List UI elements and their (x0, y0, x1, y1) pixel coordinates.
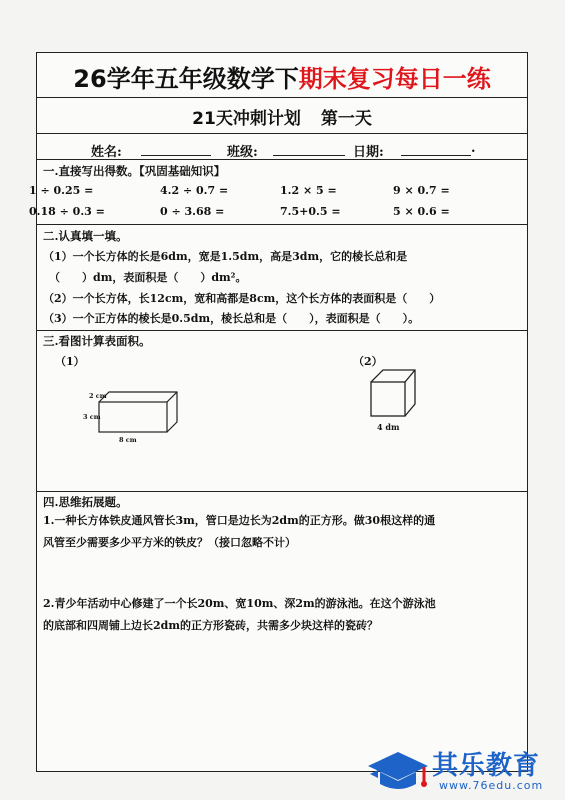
fill-question-3: （3）一个正方体的棱长是0.5dm，棱长总和是（ ），表面积是（ ）。 (43, 312, 420, 325)
word-problem-2-line2: 的底部和四周铺上边长2dm的正方形瓷砖，共需多少块这样的瓷砖？ (43, 619, 378, 632)
calc-item: 1.2 × 5 = (280, 184, 337, 197)
figure1-label: （1） (55, 355, 85, 368)
worksheet (29, 52, 528, 772)
calc-item: 7.5+0.5 = (280, 205, 341, 218)
fill-question-2: （2）一个长方体，长12cm，宽和高都是8cm，这个长方体的表面积是（ ） (43, 292, 441, 305)
name-label: 姓名: (91, 145, 122, 160)
subtitle-day: 第一天 (320, 109, 372, 129)
cuboid-height-label: 3 cm (83, 413, 101, 421)
subtitle-plan: 21天冲刺计划 (192, 109, 301, 129)
title-black: 26学年五年级数学下 (73, 65, 299, 93)
fill-question-1: （1）一个长方体的长是6dm，宽是1.5dm，高是3dm，它的棱长总和是 (43, 250, 408, 263)
word-problem-1 (43, 510, 521, 554)
calc-item: 9 × 0.7 = (393, 184, 450, 197)
page-title (37, 59, 527, 94)
watermark-brand: 其乐教育 (432, 751, 541, 781)
date-label: 日期: (353, 145, 384, 160)
date-dot: . (471, 141, 476, 156)
calc-item: 4.2 ÷ 0.7 = (160, 184, 229, 197)
calc-item: 5 × 0.6 = (393, 205, 450, 218)
title-red: 期末复习每日一练 (298, 65, 491, 93)
divider (37, 224, 527, 225)
cuboid-figure (97, 388, 187, 450)
cube-figure (369, 368, 419, 420)
divider (37, 97, 527, 98)
word-problem-1-line1: 1.一种长方体铁皮通风管长3m，管口是边长为2dm的正方形。做30根这样的通 (43, 514, 436, 527)
page-subtitle (37, 104, 527, 129)
class-field[interactable] (273, 141, 345, 156)
section3-title: 三.看图计算表面积。 (43, 334, 151, 348)
calc-item: 0 ÷ 3.68 = (160, 205, 225, 218)
name-field[interactable] (141, 141, 211, 156)
fill-question-1-cont: （ ）dm，表面积是（ ）dm²。 (49, 271, 247, 284)
word-problem-2 (43, 593, 521, 637)
cuboid-length-label: 8 cm (119, 436, 137, 444)
calc-item: 1 ÷ 0.25 = (29, 184, 94, 197)
figure2-label: （2） (353, 355, 383, 368)
cube-edge-label: 4 dm (377, 422, 400, 432)
divider (37, 159, 527, 160)
section2-title: 二.认真填一填。 (43, 229, 128, 243)
graduation-cap-icon (362, 744, 432, 794)
cuboid-width-label: 2 cm (89, 392, 107, 400)
divider (37, 330, 527, 331)
class-label: 班级: (227, 145, 258, 160)
divider (37, 491, 527, 492)
word-problem-1-line2: 风管至少需要多少平方米的铁皮？（接口忽略不计） (43, 536, 296, 549)
section4-title: 四.思维拓展题。 (43, 495, 128, 509)
watermark-url: www.76edu.com (439, 779, 544, 792)
date-field[interactable] (401, 141, 471, 156)
section1-title: 一.直接写出得数。【巩固基础知识】 (43, 164, 226, 178)
divider (37, 133, 527, 134)
watermark-logo (362, 742, 562, 797)
calc-item: 0.18 ÷ 0.3 = (29, 205, 105, 218)
word-problem-2-line1: 2.青少年活动中心修建了一个长20m、宽10m、深2m的游泳池。在这个游泳池 (43, 597, 436, 610)
